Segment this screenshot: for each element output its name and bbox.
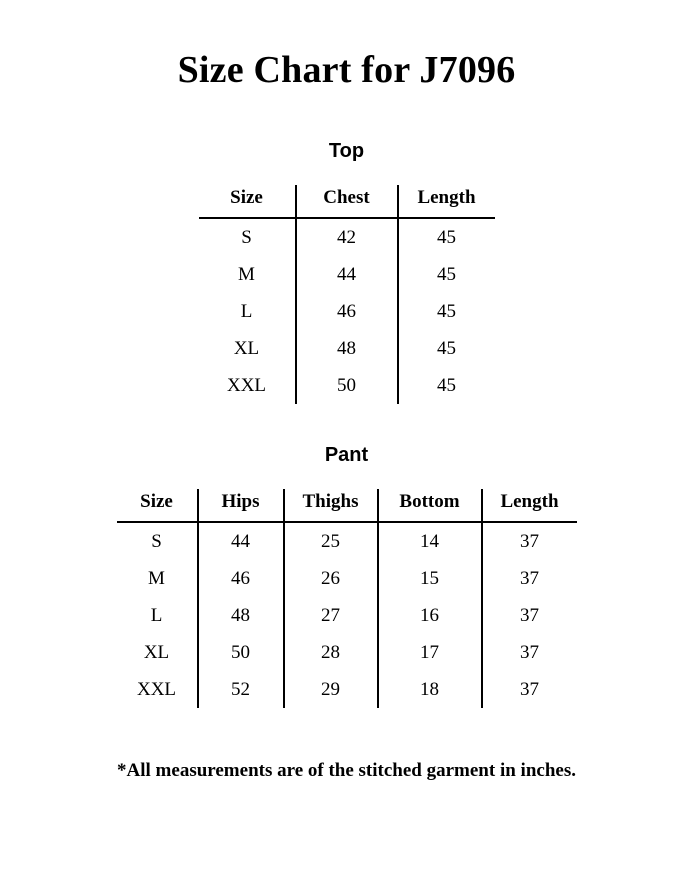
cell-length: 45 <box>398 256 495 293</box>
page-title: Size Chart for J7096 <box>177 49 516 91</box>
cell-hips: 46 <box>198 560 284 597</box>
cell-hips: 44 <box>198 522 284 560</box>
section-heading-top: Top <box>328 140 365 162</box>
column-header-bottom: Bottom <box>378 489 482 522</box>
table-row <box>117 522 577 560</box>
column-header-length: Length <box>398 185 495 218</box>
table-header-row <box>199 185 495 218</box>
top-size-table <box>199 185 495 404</box>
cell-chest: 44 <box>296 256 398 293</box>
cell-size: XXL <box>136 679 177 700</box>
cell-length: 37 <box>482 671 577 708</box>
cell-length: 37 <box>482 560 577 597</box>
cell-size: L <box>150 605 163 626</box>
cell-hips: 50 <box>198 634 284 671</box>
column-header-length: Length <box>482 489 577 522</box>
cell-length: 45 <box>398 367 495 404</box>
cell-length: 45 <box>398 293 495 330</box>
top-table-body <box>199 218 495 404</box>
measurements-footnote: *All measurements are of the stitched garment in inches. <box>117 760 576 781</box>
cell-bottom: 14 <box>378 522 482 560</box>
cell-thighs: 26 <box>284 560 378 597</box>
cell-bottom: 16 <box>378 597 482 634</box>
pant-table-body <box>117 522 577 708</box>
cell-length: 45 <box>398 218 495 256</box>
column-header-size: Size <box>199 185 296 218</box>
cell-length: 37 <box>482 634 577 671</box>
cell-size: M <box>238 264 255 285</box>
cell-size: L <box>240 301 253 322</box>
column-header-thighs: Thighs <box>284 489 378 522</box>
pant-table-container <box>0 489 693 708</box>
cell-size: S <box>241 227 252 248</box>
table-row <box>117 634 577 671</box>
cell-bottom: 15 <box>378 560 482 597</box>
table-row <box>117 560 577 597</box>
column-header-hips: Hips <box>198 489 284 522</box>
cell-size: S <box>151 531 162 552</box>
cell-thighs: 28 <box>284 634 378 671</box>
pant-table-header <box>117 489 577 522</box>
cell-thighs: 25 <box>284 522 378 560</box>
table-header-row <box>117 489 577 522</box>
section-heading-pant: Pant <box>324 444 369 466</box>
table-row <box>117 597 577 634</box>
cell-size: M <box>148 568 165 589</box>
cell-chest: 48 <box>296 330 398 367</box>
cell-hips: 52 <box>198 671 284 708</box>
column-header-chest: Chest <box>296 185 398 218</box>
table-row <box>199 218 495 256</box>
table-row <box>117 671 577 708</box>
cell-length: 45 <box>398 330 495 367</box>
pant-size-table <box>117 489 577 708</box>
table-row <box>199 256 495 293</box>
cell-size: XXL <box>226 375 267 396</box>
table-row <box>199 293 495 330</box>
cell-thighs: 29 <box>284 671 378 708</box>
cell-length: 37 <box>482 522 577 560</box>
top-table-container <box>0 185 693 404</box>
cell-thighs: 27 <box>284 597 378 634</box>
cell-chest: 42 <box>296 218 398 256</box>
cell-size: XL <box>143 642 170 663</box>
cell-hips: 48 <box>198 597 284 634</box>
table-row <box>199 367 495 404</box>
cell-chest: 50 <box>296 367 398 404</box>
table-row <box>199 330 495 367</box>
cell-bottom: 17 <box>378 634 482 671</box>
column-header-size: Size <box>117 489 198 522</box>
cell-chest: 46 <box>296 293 398 330</box>
cell-bottom: 18 <box>378 671 482 708</box>
cell-size: XL <box>233 338 260 359</box>
cell-length: 37 <box>482 597 577 634</box>
top-table-header <box>199 185 495 218</box>
